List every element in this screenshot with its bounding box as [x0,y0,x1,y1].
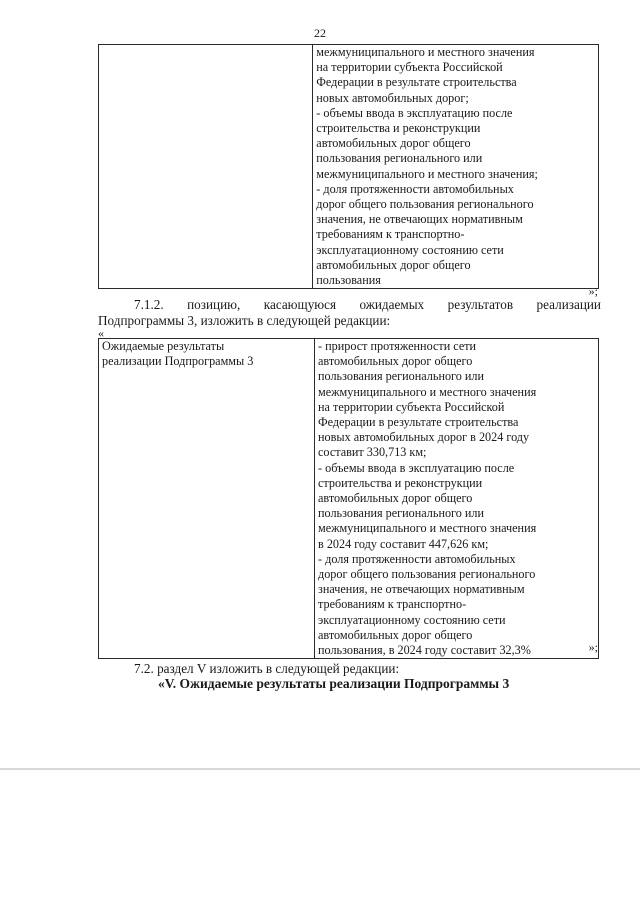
cell-text-line: дорог общего пользования регионального [318,567,536,582]
cell-text-line: реализации Подпрограммы 3 [102,354,254,369]
cell-text-line: значения, не отвечающих нормативным [316,212,523,227]
opening-quote: « [98,326,104,340]
table-cell-value [315,339,599,659]
cell-text-line: новых автомобильных дорог в 2024 году [318,430,530,445]
cell-text-line: требованиям к транспортно- [318,597,467,612]
table-cell-label [99,339,315,659]
cell-text-line: автомобильных дорог общего [318,627,473,642]
results-table-previous [98,44,599,289]
closing-quote: »; [588,640,598,654]
cell-text-line: - объемы ввода в эксплуатацию после [316,105,513,120]
cell-text-line: на территории субъекта Российской [316,60,503,75]
cell-text-line: дорог общего пользования регионального [316,197,534,212]
paragraph-7-1-2 [98,297,601,329]
cell-text-line: автомобильных дорог общего [318,491,473,506]
cell-text-line: автомобильных дорог общего [318,354,473,369]
cell-text-line: Федерации в результате строительства [318,415,519,430]
cell-text-line: - доля протяженности автомобильных [318,551,516,566]
cell-text-line: эксплуатационному состоянию сети [316,242,504,257]
cell-text-line: - прирост протяженности сети [318,339,477,353]
page-edge [0,768,640,770]
cell-text-line: автомобильных дорог общего [316,136,471,151]
table-row [99,45,599,289]
table-row [99,339,599,659]
cell-text-line: значения, не отвечающих нормативным [318,582,525,597]
cell-text-line: требованиям к транспортно- [316,227,465,242]
cell-text-line: межмуниципального и местного значения [316,45,535,59]
cell-text-line: строительства и реконструкции [316,121,481,136]
table-cell-value [313,45,599,289]
cell-text-line: Федерации в результате строительства [316,75,517,90]
page-number: 22 [314,26,326,40]
cell-text-line: пользования регионального или [318,506,485,521]
cell-text-line: новых автомобильных дорог; [316,90,469,105]
cell-text-line: пользования, в 2024 году составит 32,3% [318,643,531,658]
closing-quote: »; [588,284,598,298]
cell-text-line: на территории субъекта Российской [318,399,505,414]
cell-text-line: - доля протяженности автомобильных [316,181,514,196]
cell-text-line: строительства и реконструкции [318,475,483,490]
paragraph-line: 7.1.2. позицию, касающуюся ожидаемых результатов реализации [134,297,601,312]
cell-text-line: пользования регионального или [318,369,485,384]
cell-text-line: пользования регионального или [316,151,483,166]
cell-text-line: в 2024 году составит 447,626 км; [318,536,489,551]
paragraph-line: Подпрограммы 3, изложить в следующей редакции: [98,313,391,328]
section-heading: «V. Ожидаемые результаты реализации Подпрограммы 3 [158,676,510,691]
cell-text-line: межмуниципального и местного значения [318,521,537,536]
cell-text-line: эксплуатационному состоянию сети [318,612,506,627]
cell-text-line: межмуниципального и местного значения; [316,166,538,181]
cell-text-line: составит 330,713 км; [318,445,427,460]
cell-text-line: межмуниципального и местного значения [318,384,537,399]
cell-text-line: - объемы ввода в эксплуатацию после [318,460,515,475]
results-table-new [98,338,599,659]
cell-text-line: автомобильных дорог общего [316,257,471,272]
cell-text-line: Ожидаемые результаты [102,339,225,353]
table-cell-label [99,45,313,289]
paragraph-7-2: 7.2. раздел V изложить в следующей редакции: [134,661,400,676]
cell-text-line: пользования [316,273,381,288]
